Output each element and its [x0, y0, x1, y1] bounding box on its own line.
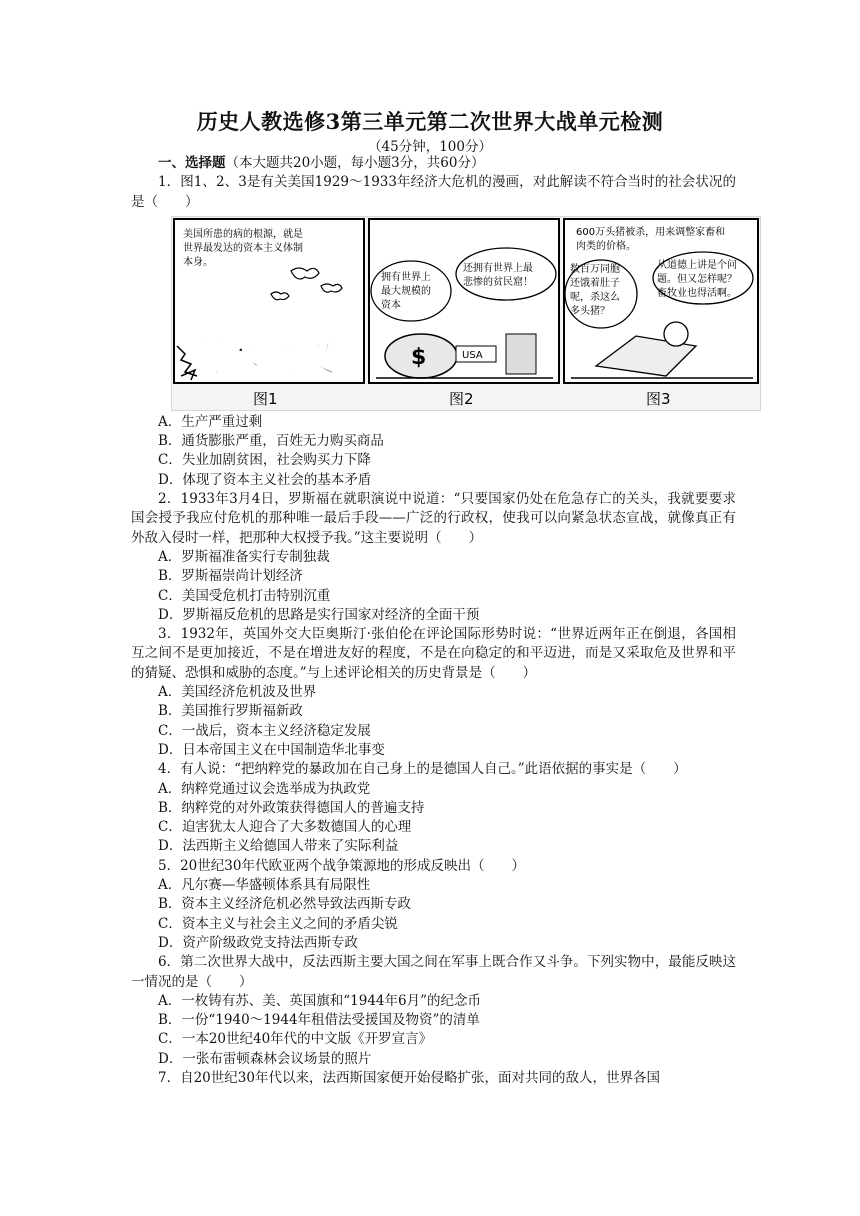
cartoon-panel-1	[174, 219, 364, 383]
question-6: 6．第二次世界大战中，反法西斯主要大国之间在军事上既合作又斗争。下列实物中，最能反映这一情况的是（ ）	[131, 954, 736, 990]
panel3-left-2: 还饿着肚子	[570, 277, 620, 289]
question-1: 1．图1、2、3是有关美国1929～1933年经济大危机的漫画，对此解读不符合当时的社会状况的是（ ）	[131, 174, 736, 210]
section-note: （本大题共20小题，每小题3分，共60分）	[225, 155, 485, 171]
dollar-sign: $	[411, 344, 427, 370]
q6-option-a: A．一枚铸有苏、美、英国旗和“1944年6月”的纪念币	[158, 992, 481, 1009]
q5-option-a: A．凡尔赛—华盛顿体系具有局限性	[158, 877, 371, 894]
q6-option-b: B．一份“1940～1944年租借法受援国及物资”的清单	[158, 1012, 480, 1029]
question-2: 2．1933年3月4日，罗斯福在就职演说中说道：“只要国家仍处在危急存亡的关头，我就要要求国会授予我应付危机的那种唯一最后手段——广泛的行政权，使我可以向紧急状态宣战，就像真正有外敌入侵时一样，把那种大权授予我。”这主要说明（ ）	[131, 491, 736, 546]
q3-option-d: D．日本帝国主义在中国制造华北事变	[158, 741, 385, 758]
q3-option-b: B．美国推行罗斯福新政	[158, 703, 303, 720]
panel3-top-2: 肉类的价格。	[576, 240, 636, 252]
speech-bubble-right	[456, 248, 556, 300]
question-3: 3．1932年，英国外交大臣奥斯汀·张伯伦在评论国际形势时说：“世界近两年正在倒退，各国相互之间不是更加接近，不是在增进友好的程度，不是在向稳定的和平迈进，而是又采取危及世界和平的猜疑、恐惧和威胁的态度。”与上述评论相关的历史背景是（ ）	[131, 626, 736, 681]
q6-option-d: D．一张布雷顿森林会议场景的照片	[158, 1050, 372, 1067]
q1-option-c: C．失业加剧贫困，社会购买力下降	[158, 452, 371, 469]
q6-option-c: C．一本20世纪40年代的中文版《开罗宣言》	[158, 1031, 433, 1048]
q3-option-c: C．一战后，资本主义经济稳定发展	[158, 722, 371, 739]
page-subtitle: （45分钟，100分）	[368, 139, 492, 155]
q1-option-d: D．体现了资本主义社会的基本矛盾	[158, 471, 372, 488]
panel2-left-3: 资本	[381, 299, 401, 311]
q2-option-d: D．罗斯福反危机的思路是实行国家对经济的全面干预	[158, 606, 480, 623]
panel2-left-2: 最大规模的	[381, 285, 431, 297]
panel3-right-2: 题。但又怎样呢？	[657, 273, 737, 285]
q5-option-d: D．资产阶级政党支持法西斯专政	[158, 934, 358, 951]
panel2-right-1: 还拥有世界上最	[463, 262, 533, 274]
panel3-left-4: 多头猪？	[570, 305, 610, 317]
panel1-text-2: 世界最发达的资本主义体制	[183, 242, 303, 254]
panel3-right-3: 畜牧业也得活啊。	[657, 287, 737, 299]
caption-3: 图3	[646, 389, 671, 408]
q1-option-a: A．生产严重过剩	[158, 413, 263, 430]
q4-option-c: C．迫害犹太人迎合了大多数德国人的心理	[158, 819, 412, 836]
cartoon-panel-2	[369, 219, 559, 383]
content	[131, 154, 736, 1088]
q4-option-a: A．纳粹党通过议会选举成为执政党	[158, 780, 371, 797]
cartoon-figure	[171, 216, 761, 411]
q1-option-b: B．通货膨胀严重，百姓无力购买商品	[158, 433, 384, 450]
panel3-left-1: 数百万同胞	[570, 263, 620, 275]
caption-1: 图1	[253, 389, 278, 408]
q2-option-b: B．罗斯福崇尚计划经济	[158, 568, 303, 585]
panel2-right-2: 悲惨的贫民窟！	[463, 276, 533, 288]
cartoon-panel-3	[564, 219, 758, 383]
man-head-icon	[664, 322, 688, 346]
slum-icon	[506, 334, 536, 374]
q3-option-a: A．美国经济危机波及世界	[158, 684, 317, 701]
q4-option-d: D．法西斯主义给德国人带来了实际利益	[158, 838, 399, 855]
q2-option-a: A．罗斯福准备实行专制独裁	[158, 548, 330, 565]
panel1-text-1: 美国所患的病的根源，就是	[183, 228, 303, 240]
cartoon-svg	[171, 216, 761, 411]
question-7: 7．自20世纪30年代以来，法西斯国家便开始侵略扩张，面对共同的敌人，世界各国	[158, 1069, 660, 1086]
q4-option-b: B．纳粹党的对外政策获得德国人的普遍支持	[158, 799, 425, 816]
panel1-big-text: 资本主义	[185, 335, 338, 380]
panel2-left-1: 拥有世界上	[381, 271, 431, 283]
panel3-top-1: 600万头猪被杀，用来调整家畜和	[576, 226, 726, 238]
question-5: 5．20世纪30年代欧亚两个战争策源地的形成反映出（ ）	[158, 857, 525, 874]
q5-option-b: B．资本主义经济危机必然导致法西斯专政	[158, 896, 411, 913]
usa-label: USA	[462, 349, 483, 361]
section-title: 一、选择题	[158, 155, 226, 171]
question-4: 4．有人说：“把纳粹党的暴政加在自己身上的是德国人自己。”此语依据的事实是（ ）	[158, 761, 687, 778]
q5-option-c: C．资本主义与社会主义之间的矛盾尖锐	[158, 915, 398, 932]
caption-2: 图2	[449, 389, 474, 408]
panel3-right-1: 从道德上讲是个问	[657, 259, 737, 271]
q2-option-c: C．美国受危机打击特别沉重	[158, 587, 331, 604]
section-heading	[131, 154, 736, 173]
page-title: 历史人教选修3第三单元第二次世界大战单元检测	[196, 109, 664, 134]
panel3-left-3: 呢，杀这么	[570, 291, 620, 303]
panel1-text-3: 本身。	[183, 256, 213, 268]
